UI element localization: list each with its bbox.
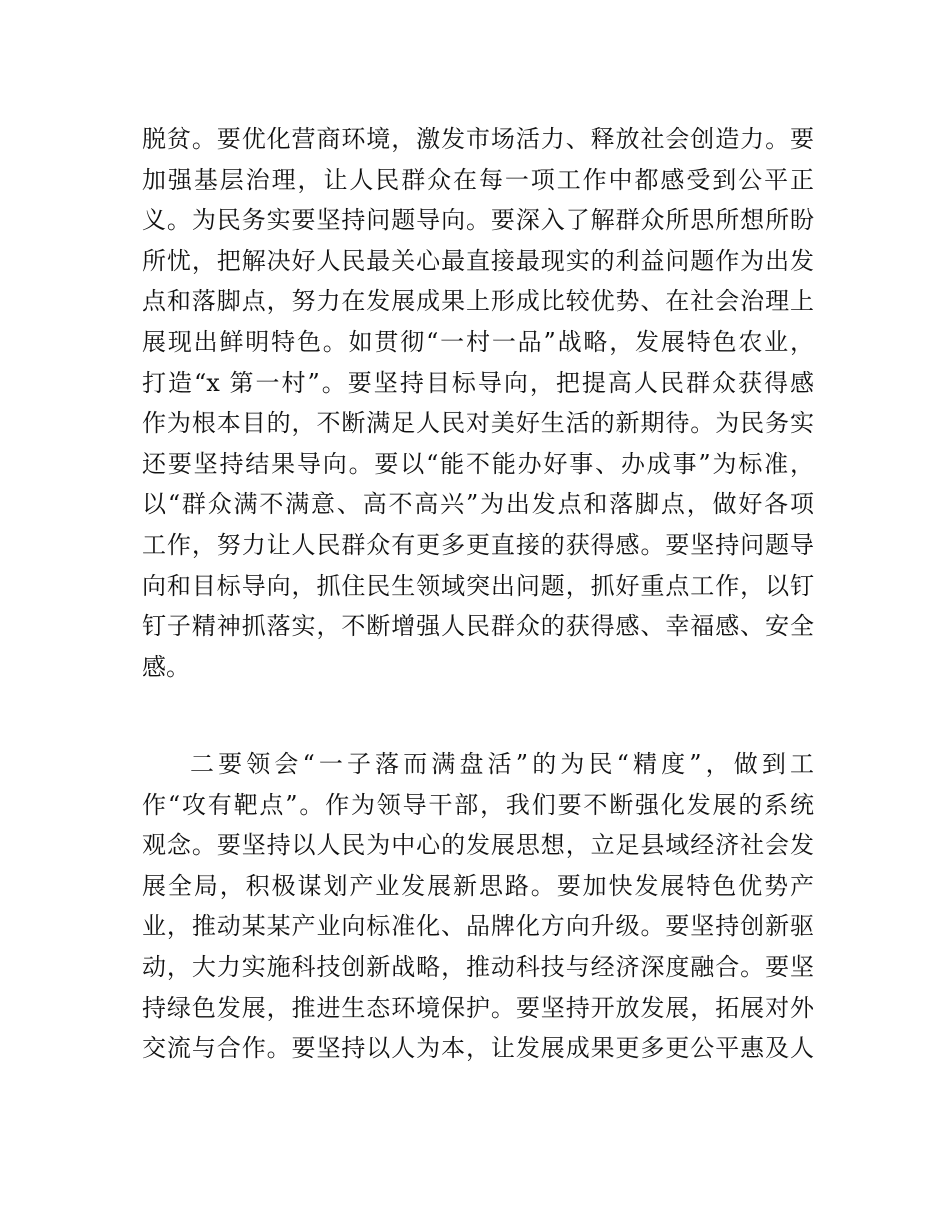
paragraph-line: 作为根本目的，不断满足人民对美好生活的新期待。为民务实 [142, 409, 814, 438]
paragraph-line: 交流与合作。要坚持以人为本，让发展成果更多更公平惠及人 [142, 1034, 814, 1063]
paragraph-line: 动，大力实施科技创新战略，推动科技与经济深度融合。要坚 [142, 952, 814, 981]
paragraph-line: 观念。要坚持以人民为中心的发展思想，立足县域经济社会发 [142, 831, 814, 860]
paragraph-line: 义。为民务实要坚持问题导向。要深入了解群众所思所想所盼 [142, 206, 814, 235]
paragraph-line: 以“群众满不满意、高不高兴”为出发点和落脚点，做好各项 [142, 490, 814, 519]
paragraph-line: 脱贫。要优化营商环境，激发市场活力、释放社会创造力。要 [142, 125, 814, 153]
paragraph-line: 钉子精神抓落实，不断增强人民群众的获得感、幸福感、安全 [142, 612, 814, 641]
paragraph-line: 点和落脚点，努力在发展成果上形成比较优势、在社会治理上 [142, 287, 814, 316]
paragraph-line: 打造“x 第一村”。要坚持目标导向，把提高人民群众获得感 [142, 368, 814, 397]
paragraph-line: 加强基层治理，让人民群众在每一项工作中都感受到公平正 [142, 165, 814, 194]
paragraph-line: 感。 [142, 652, 190, 681]
paragraph-line: 展全局，积极谋划产业发展新思路。要加快发展特色优势产 [142, 871, 814, 900]
paragraph-1 [142, 119, 814, 687]
paragraph-line: 业，推动某某产业向标准化、品牌化方向升级。要坚持创新驱 [142, 912, 814, 941]
paragraph-line: 持绿色发展，推进生态环境保护。要坚持开放发展，拓展对外 [142, 993, 814, 1022]
paragraph-line: 展现出鲜明特色。如贯彻“一村一品”战略，发展特色农业， [142, 327, 814, 356]
paragraph-line: 二要领会“一子落而满盘活”的为民“精度”，做到工 [190, 750, 814, 778]
paragraph-line: 向和目标导向，抓住民生领域突出问题，抓好重点工作，以钉 [142, 571, 814, 600]
paragraph-line: 还要坚持结果导向。要以“能不能办好事、办成事”为标准， [142, 449, 814, 478]
paragraph-line: 工作，努力让人民群众有更多更直接的获得感。要坚持问题导 [142, 530, 814, 559]
paragraph-line: 所忧，把解决好人民最关心最直接最现实的利益问题作为出发 [142, 246, 814, 275]
paragraph-line: 作“攻有靶点”。作为领导干部，我们要不断强化发展的系统 [142, 790, 814, 819]
paragraph-2 [142, 744, 814, 1069]
